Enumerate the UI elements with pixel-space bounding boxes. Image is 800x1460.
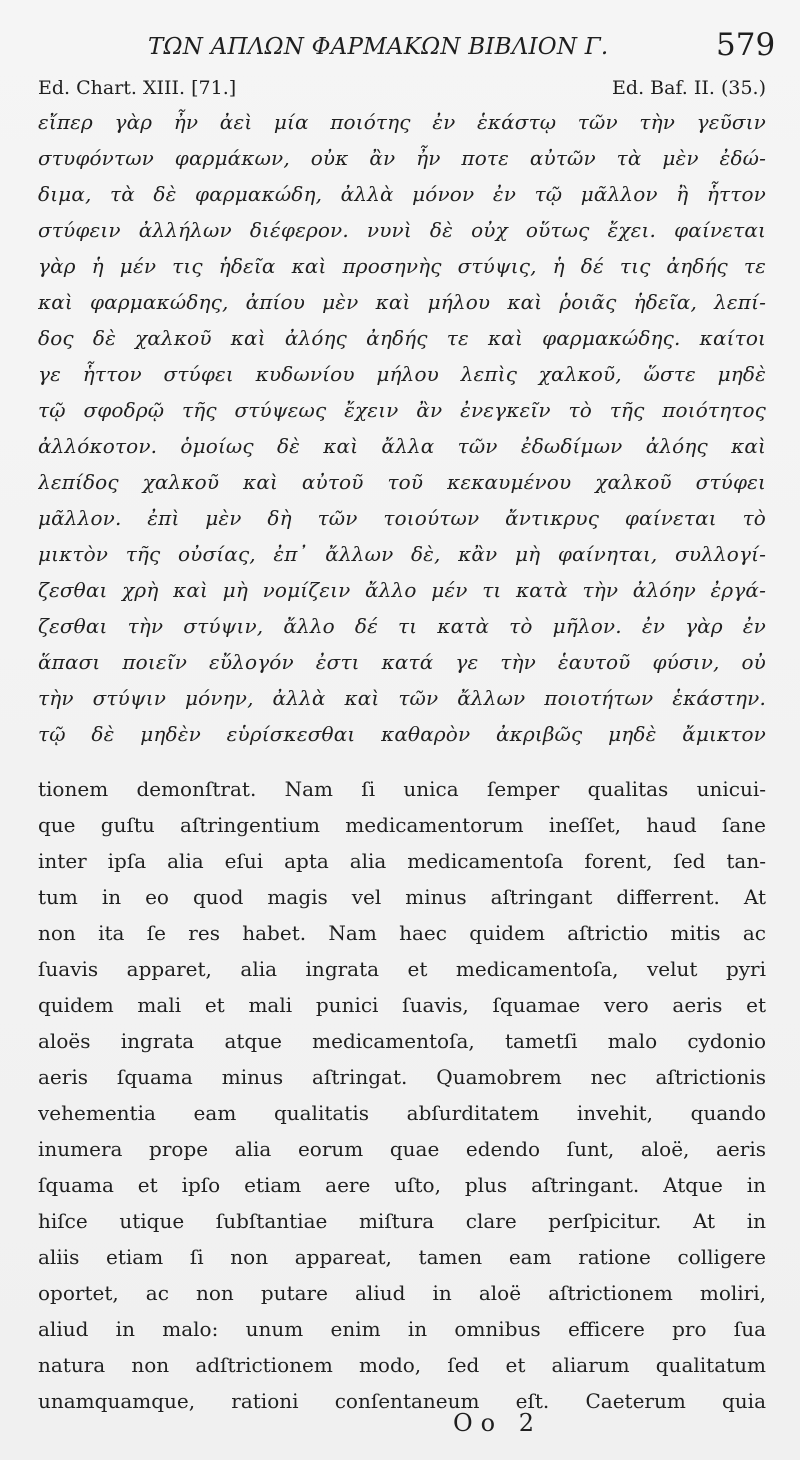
edition-left-reference: Ed. Chart. XIII. [71.] [38, 77, 237, 99]
greek-line: ζεσθαι τὴν στύψιν, ἄλλο δέ τι κατὰ τὸ μῆλον. ἐν γὰρ ἐν [38, 614, 766, 638]
latin-line: vehementia eam qualitatis abſurditatem invehit, quando [38, 1101, 766, 1125]
latin-line: aliis etiam ſi non appareat, tamen eam ratione colligere [38, 1245, 766, 1269]
latin-line: quidem mali et mali punici ſuavis, ſquamae vero aeris et [38, 993, 766, 1017]
latin-line: hiſce utique ſubſtantiae miſtura clare perſpicitur. At in [38, 1209, 766, 1233]
latin-line: aloës ingrata atque medicamentoſa, tametſi malo cydonio [38, 1029, 766, 1053]
greek-line: εἴπερ γὰρ ἦν ἀεὶ μία ποιότης ἐν ἑκάστῳ τῶν τὴν γεῦσιν [38, 110, 766, 134]
latin-line: oportet, ac non putare aliud in aloë aſtrictionem moliri, [38, 1281, 766, 1305]
latin-line: non ita ſe res habet. Nam haec quidem aſtrictio mitis ac [38, 921, 766, 945]
latin-line: tum in eo quod magis vel minus aſtringant differrent. At [38, 885, 766, 909]
greek-line: γε ἧττον στύφει κυδωνίου μήλου λεπὶς χαλκοῦ, ὥστε μηδὲ [38, 362, 766, 386]
latin-line: aliud in malo: unum enim in omnibus efficere pro ſua [38, 1317, 766, 1341]
greek-line: μᾶλλον. ἐπὶ μὲν δὴ τῶν τοιούτων ἄντικρυς φαίνεται τὸ [38, 506, 766, 530]
greek-running-title: ΤΩΝ ΑΠΛΩΝ ΦΑΡΜΑΚΩΝ ΒΙΒΛΙΟΝ Γ. [148, 34, 609, 60]
greek-line: δος δὲ χαλκοῦ καὶ ἀλόης ἀηδής τε καὶ φαρμακώδης. καίτοι [38, 326, 766, 350]
latin-line: inter ipſa alia eſui apta alia medicamentoſa forent, ſed tan- [38, 849, 766, 873]
greek-line: στυφόντων φαρμάκων, οὐκ ἂν ἦν ποτε αὐτῶν τὰ μὲν ἐδώ- [38, 146, 766, 170]
edition-line [38, 77, 766, 105]
latin-line: natura non adſtrictionem modo, ſed et aliarum qualitatum [38, 1353, 766, 1377]
greek-line: διμα, τὰ δὲ φαρμακώδη, ἀλλὰ μόνον ἐν τῷ μᾶλλον ἢ ἧττον [38, 182, 766, 206]
greek-line: τὴν στύψιν μόνην, ἀλλὰ καὶ τῶν ἄλλων ποιοτήτων ἑκάστην. [38, 686, 766, 710]
printer-signature: Oo 2 [453, 1409, 543, 1437]
greek-line: μικτὸν τῆς οὐσίας, ἐπ᾽ ἄλλων δὲ, κἂν μὴ φαίνηται, συλλογί- [38, 542, 766, 566]
latin-line: ſquama et ipſo etiam aere uſto, plus aſtringant. Atque in [38, 1173, 766, 1197]
greek-line: καὶ φαρμακώδης, ἀπίου μὲν καὶ μήλου καὶ ῥοιᾶς ἡδεῖα, λεπί- [38, 290, 766, 314]
latin-line: aeris ſquama minus aſtringat. Quamobrem nec aſtrictionis [38, 1065, 766, 1089]
latin-line: unamquamque, rationi conſentaneum eſt. Caeterum quia [38, 1389, 766, 1413]
running-head [0, 26, 800, 66]
greek-line: λεπίδος χαλκοῦ καὶ αὐτοῦ τοῦ κεκαυμένου χαλκοῦ στύφει [38, 470, 766, 494]
greek-line: γὰρ ἡ μέν τις ἡδεῖα καὶ προσηνὴς στύψις, ἡ δέ τις ἀηδής τε [38, 254, 766, 278]
greek-line: τῷ δὲ μηδὲν εὑρίσκεσθαι καθαρὸν ἀκριβῶς μηδὲ ἄμικτον [38, 722, 766, 746]
greek-line: ἀλλόκοτον. ὁμοίως δὲ καὶ ἄλλα τῶν ἐδωδίμων ἀλόης καὶ [38, 434, 766, 458]
edition-right-reference: Ed. Baf. II. (35.) [612, 77, 766, 99]
greek-line: ζεσθαι χρὴ καὶ μὴ νομίζειν ἄλλο μέν τι κατὰ τὴν ἀλόην ἐργά- [38, 578, 766, 602]
page-number: 579 [716, 27, 776, 63]
greek-line: τῷ σφοδρῷ τῆς στύψεως ἔχειν ἂν ἐνεγκεῖν τὸ τῆς ποιότητος [38, 398, 766, 422]
greek-line: στύφειν ἀλλήλων διέφερον. νυνὶ δὲ οὐχ οὕτως ἔχει. φαίνεται [38, 218, 766, 242]
latin-line: inumera prope alia eorum quae edendo ſunt, aloë, aeris [38, 1137, 766, 1161]
greek-line: ἅπασι ποιεῖν εὔλογόν ἐστι κατά γε τὴν ἑαυτοῦ φύσιν, οὐ [38, 650, 766, 674]
latin-line: ſuavis apparet, alia ingrata et medicamentoſa, velut pyri [38, 957, 766, 981]
latin-line: que guſtu aſtringentium medicamentorum ineſſet, haud ſane [38, 813, 766, 837]
latin-text-block [38, 771, 766, 1419]
latin-line: tionem demonſtrat. Nam ſi unica ſemper qualitas unicui- [38, 777, 766, 801]
greek-text-block [38, 104, 766, 752]
